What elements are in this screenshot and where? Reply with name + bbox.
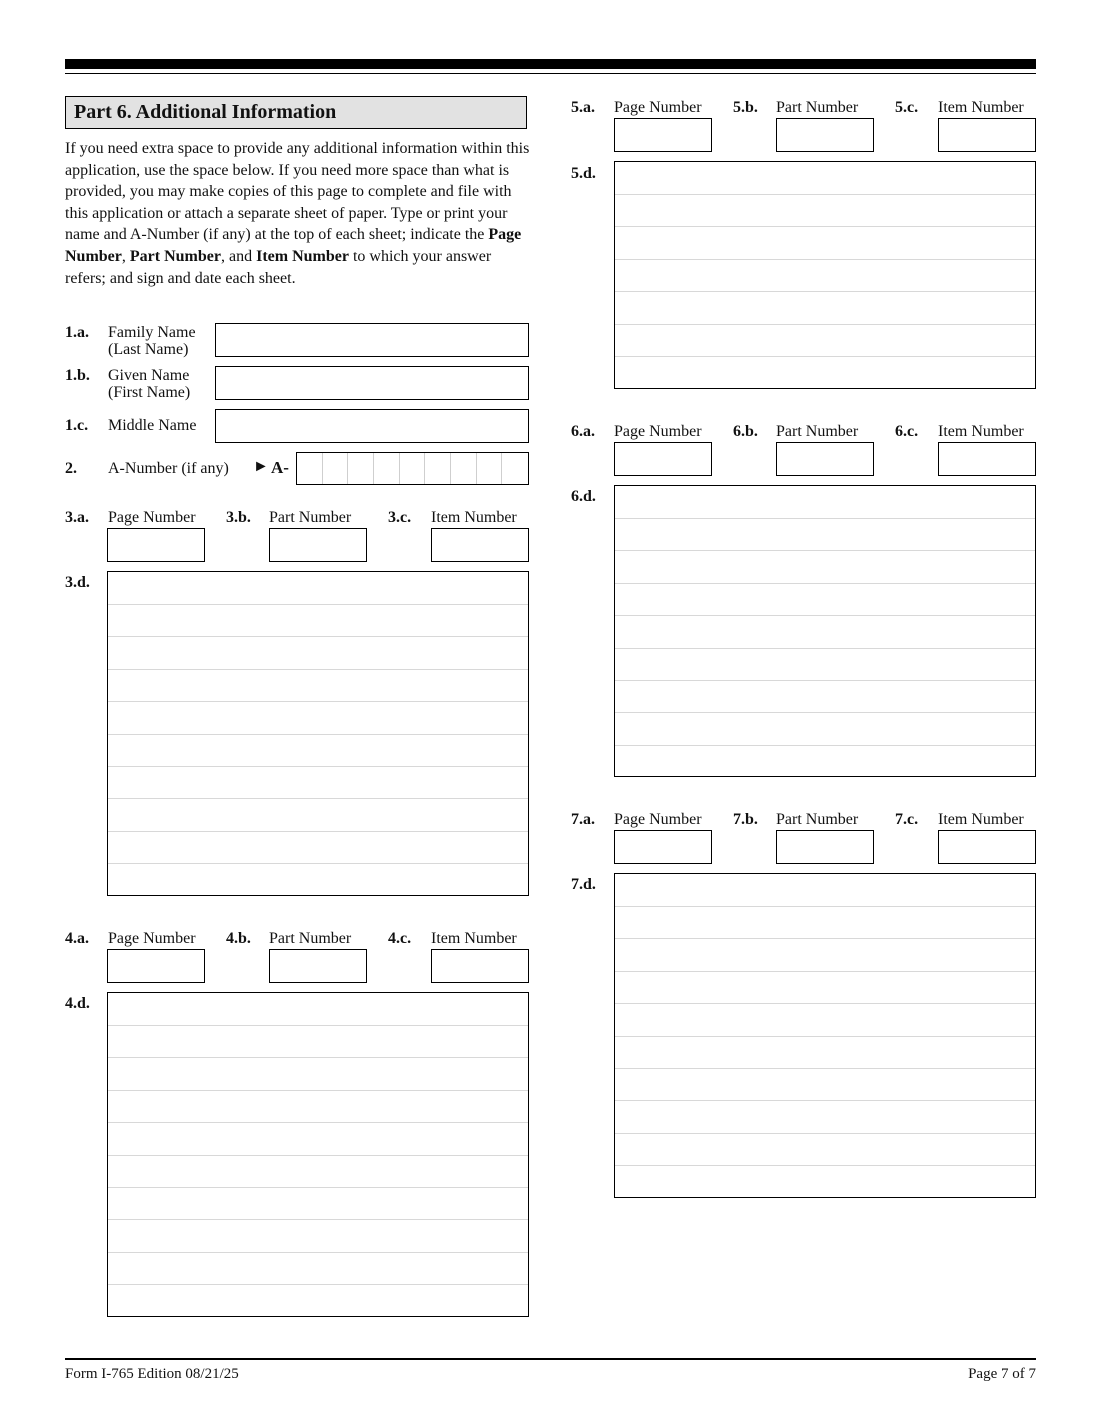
item-number: 5.a. [571,99,595,116]
item-number-label: Item Number [431,509,517,526]
digit-cell [502,453,528,484]
part-number-label: Part Number [269,930,352,947]
page-number-label: Page Number [614,811,702,828]
item-number: 3.c. [388,509,412,526]
footer-rule [65,1358,1036,1360]
page-number-label: Page Number [614,99,702,116]
item-number-input[interactable] [431,528,529,562]
item-number-input[interactable] [431,949,529,983]
item-number: 7.a. [571,811,595,828]
a-number-input[interactable] [296,452,529,485]
digit-cell [477,453,503,484]
item-number: 1.a. [65,324,89,341]
given-name-label: Given Name (First Name) [108,367,191,401]
additional-info-textarea[interactable] [614,485,1036,777]
item-number: 4.d. [65,995,90,1012]
item-number: 5.b. [733,99,758,116]
part-number-input[interactable] [776,442,874,476]
page-indicator: Page 7 of 7 [968,1366,1036,1382]
family-name-label: Family Name (Last Name) [108,324,196,358]
item-number-input[interactable] [938,830,1036,864]
part-number-label: Part Number [776,423,859,440]
page-number-label: Page Number [108,509,196,526]
page-number-input[interactable] [614,442,712,476]
page-number-input[interactable] [107,528,205,562]
page-number-label: Page Number [614,423,702,440]
digit-cell [451,453,477,484]
digit-cell [374,453,400,484]
digit-cell [297,453,323,484]
given-name-input[interactable] [215,366,529,400]
item-number: 5.c. [895,99,919,116]
item-number: 6.c. [895,423,919,440]
middle-name-input[interactable] [215,409,529,443]
item-number: 4.a. [65,930,89,947]
item-number: 7.d. [571,876,596,893]
item-number: 7.c. [895,811,919,828]
item-number: 2. [65,460,77,477]
page-number-input[interactable] [614,118,712,152]
middle-name-label: Middle Name [108,417,197,434]
item-number-label: Item Number [431,930,517,947]
item-number: 6.a. [571,423,595,440]
form-edition: Form I-765 Edition 08/21/25 [65,1366,239,1382]
digit-cell [348,453,374,484]
a-number-prefix: A- [271,458,289,477]
instructions: If you need extra space to provide any additional information within this application, use the space below. If you need more space than what is provided, you may make copies of this page to complete and file with this application or attach a separate sheet of paper. Type or print your name and A-Number (if any) at the top of each sheet; indicate the Page Number, Part Number, and Item Number to which your answer refers; and sign and date each sheet. [65,140,530,287]
page-number-label: Page Number [108,930,196,947]
item-number-label: Item Number [938,99,1024,116]
part-number-label: Part Number [776,811,859,828]
part-number-input[interactable] [776,830,874,864]
item-number-label: Item Number [938,423,1024,440]
item-number: 3.a. [65,509,89,526]
item-number: 6.b. [733,423,758,440]
part-number-label: Part Number [269,509,352,526]
digit-cell [400,453,426,484]
digit-cell [323,453,349,484]
part-number-label: Part Number [776,99,859,116]
additional-info-textarea[interactable] [107,571,529,896]
item-number: 4.c. [388,930,412,947]
item-number: 3.d. [65,574,90,591]
arrow-right-icon: ► [253,458,269,475]
item-number: 6.d. [571,488,596,505]
item-number: 5.d. [571,165,596,182]
item-number: 7.b. [733,811,758,828]
additional-info-textarea[interactable] [614,161,1036,389]
page-number-input[interactable] [107,949,205,983]
top-rule-thick [65,59,1036,69]
additional-info-textarea[interactable] [614,873,1036,1198]
item-number: 1.b. [65,367,90,384]
part-title: Part 6. Additional Information [65,96,527,129]
part-number-input[interactable] [776,118,874,152]
item-number: 4.b. [226,930,251,947]
item-number: 3.b. [226,509,251,526]
part-number-input[interactable] [269,949,367,983]
a-number-label: A-Number (if any) [108,460,229,477]
family-name-input[interactable] [215,323,529,357]
item-number-input[interactable] [938,118,1036,152]
top-rule-thin [65,73,1036,74]
additional-info-textarea[interactable] [107,992,529,1317]
page-number-input[interactable] [614,830,712,864]
item-number-label: Item Number [938,811,1024,828]
item-number-input[interactable] [938,442,1036,476]
item-number: 1.c. [65,417,89,434]
part-number-input[interactable] [269,528,367,562]
digit-cell [425,453,451,484]
